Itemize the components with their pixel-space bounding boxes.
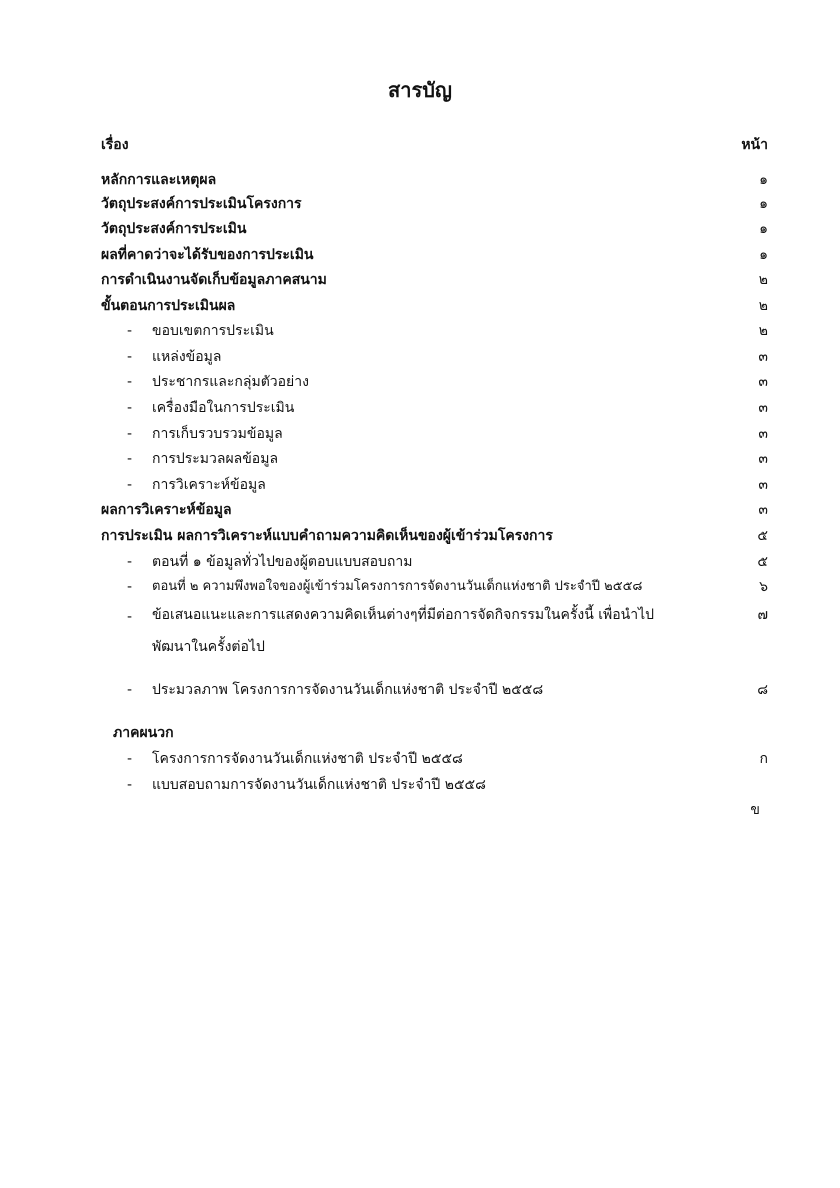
toc-subentry[interactable]: แหล่งข้อมูล <box>152 349 222 365</box>
appendix-heading: ภาคผนวก <box>113 725 174 741</box>
list-dash: - <box>127 451 133 467</box>
list-dash: - <box>127 751 133 767</box>
toc-entry[interactable]: ผลที่คาดว่าจะได้รับของการประเมิน <box>101 247 314 263</box>
toc-page-number: ๓ <box>758 374 768 390</box>
list-dash: - <box>127 579 133 595</box>
toc-page-number: ข <box>750 802 760 818</box>
toc-subentry-continued: พัฒนาในครั้งต่อไป <box>152 639 265 655</box>
toc-page-number: ๓ <box>758 426 768 442</box>
toc-subentry[interactable]: การเก็บรวบรวมข้อมูล <box>152 426 283 442</box>
page-title: สารบัญ <box>388 78 452 102</box>
toc-entry[interactable]: การดำเนินงานจัดเก็บข้อมูลภาคสนาม <box>101 272 327 288</box>
toc-entry[interactable]: หลักการและเหตุผล <box>101 172 217 188</box>
list-dash: - <box>127 477 133 493</box>
toc-page-number: ๓ <box>758 502 768 518</box>
toc-subentry[interactable]: เครื่องมือในการประเมิน <box>152 400 295 416</box>
toc-page-number: ๑ <box>759 172 768 188</box>
list-dash: - <box>127 349 133 365</box>
toc-subentry[interactable]: ขอบเขตการประเมิน <box>152 323 274 339</box>
header-page: หน้า <box>741 137 768 153</box>
toc-page-number: ๕ <box>757 528 768 544</box>
toc-page-number: ๒ <box>758 298 768 314</box>
toc-page-number: ก <box>759 751 768 767</box>
header-topic: เรื่อง <box>101 137 129 153</box>
toc-page-number: ๒ <box>758 323 768 339</box>
list-dash: - <box>127 609 133 625</box>
toc-subentry[interactable]: ข้อเสนอแนะและการแสดงความคิดเห็นต่างๆที่มีต่อการจัดกิจกรรมในครั้งนี้ เพื่อนำไป <box>152 607 655 623</box>
list-dash: - <box>127 374 133 390</box>
toc-subentry[interactable]: ตอนที่ ๒ ความพึงพอใจของผู้เข้าร่วมโครงการการจัดงานวันเด็กแห่งชาติ ประจำปี ๒๕๕๘ <box>152 579 643 594</box>
list-dash: - <box>127 400 133 416</box>
toc-subentry[interactable]: ประชากรและกลุ่มตัวอย่าง <box>152 374 309 390</box>
toc-page-number: ๗ <box>757 607 768 623</box>
toc-page-number: ๕ <box>757 554 768 570</box>
appendix-item[interactable]: แบบสอบถามการจัดงานวันเด็กแห่งชาติ ประจำปี ๒๕๕๘ <box>152 777 486 793</box>
list-dash: - <box>127 323 133 339</box>
appendix-item[interactable]: โครงการการจัดงานวันเด็กแห่งชาติ ประจำปี ๒๕๕๘ <box>152 751 463 767</box>
toc-page-number: ๓ <box>758 451 768 467</box>
toc-entry[interactable]: วัตถุประสงค์การประเมิน <box>101 221 247 237</box>
toc-page-number: ๑ <box>759 196 768 212</box>
list-dash: - <box>127 426 133 442</box>
toc-entry[interactable]: ผลการวิเคราะห์ข้อมูล <box>101 502 232 518</box>
toc-subentry[interactable]: ตอนที่ ๑ ข้อมูลทั่วไปของผู้ตอบแบบสอบถาม <box>152 554 413 570</box>
toc-page-number: ๓ <box>758 477 768 493</box>
toc-entry[interactable]: การประเมิน ผลการวิเคราะห์แบบคำถามความคิดเห็นของผู้เข้าร่วมโครงการ <box>101 528 553 544</box>
toc-page-number: ๑ <box>759 221 768 237</box>
toc-page-number: ๖ <box>759 579 768 595</box>
toc-page-number: ๑ <box>759 247 768 263</box>
toc-entry[interactable]: วัตถุประสงค์การประเมินโครงการ <box>101 196 302 212</box>
toc-page-number: ๘ <box>757 682 768 698</box>
list-dash: - <box>127 777 133 793</box>
list-dash: - <box>127 682 133 698</box>
toc-subentry[interactable]: การประมวลผลข้อมูล <box>152 451 279 467</box>
toc-page-number: ๒ <box>758 272 768 288</box>
toc-entry[interactable]: ขั้นตอนการประเมินผล <box>101 298 236 314</box>
toc-page-number: ๓ <box>758 400 768 416</box>
list-dash: - <box>127 554 133 570</box>
toc-subentry[interactable]: ประมวลภาพ โครงการการจัดงานวันเด็กแห่งชาติ ประจำปี ๒๕๕๘ <box>152 682 544 698</box>
toc-page-number: ๓ <box>758 349 768 365</box>
toc-subentry[interactable]: การวิเคราะห์ข้อมูล <box>152 477 266 493</box>
